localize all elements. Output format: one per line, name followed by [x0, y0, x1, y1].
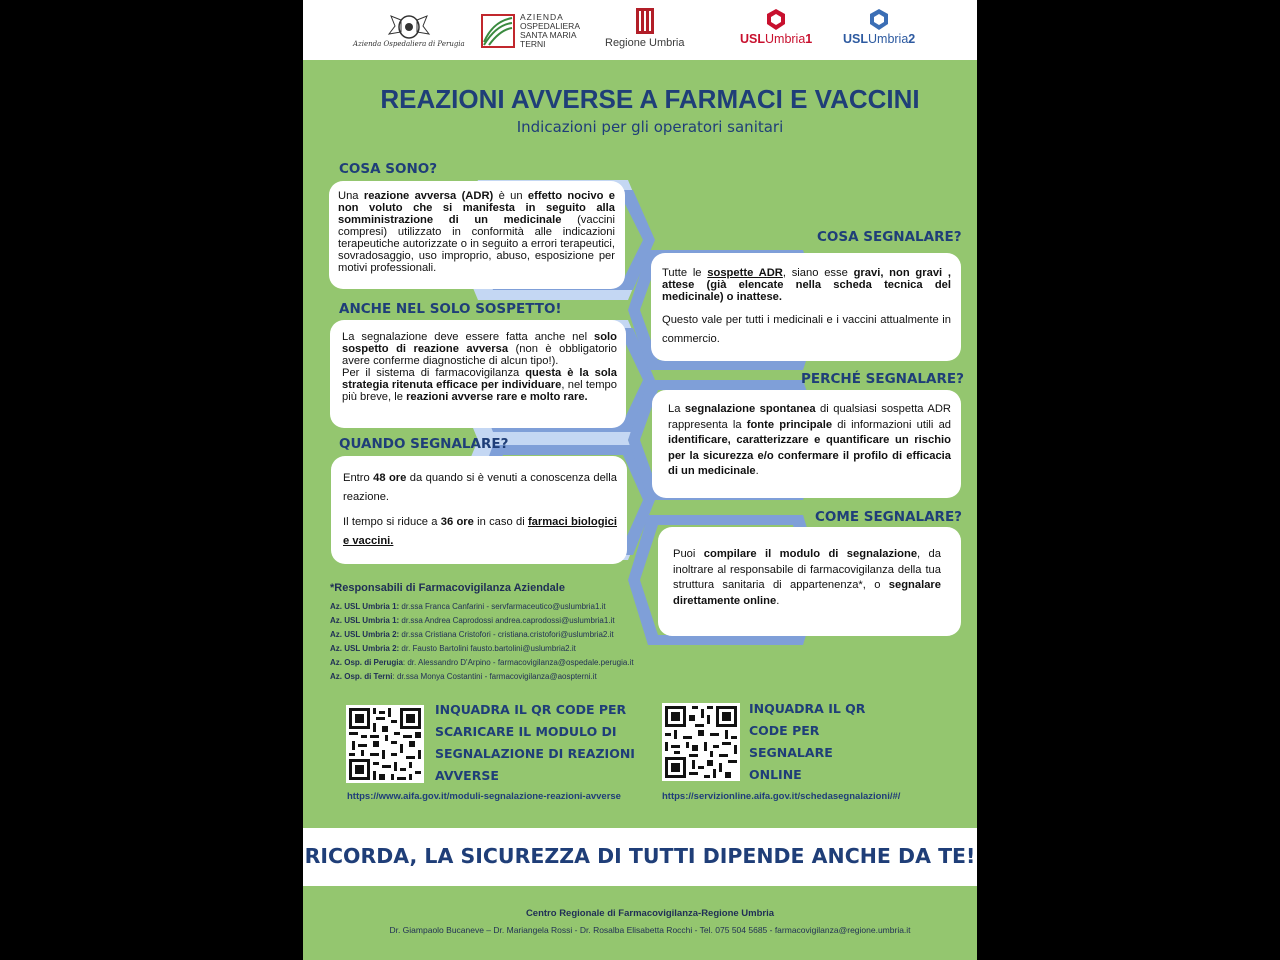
cosa-sono-t2: è un	[493, 190, 528, 202]
perugia-logo	[353, 8, 465, 54]
perche-box	[652, 390, 961, 498]
poster	[303, 0, 977, 960]
qr-right-line-4: ONLINE	[749, 767, 802, 782]
qr-code-left-icon	[346, 705, 424, 783]
qr-left-line-1: INQUADRA IL QR CODE PER	[435, 702, 627, 717]
qr-right-caption	[749, 698, 865, 786]
quando-t1: Entro	[343, 472, 374, 484]
cosa-segnalare-text-2: Questo vale per tutti i medicinali e i vaccini attualmente in commercio.	[662, 314, 951, 345]
cosa-sono-box	[329, 181, 625, 289]
quando-heading: QUANDO SEGNALARE?	[339, 436, 509, 452]
responsabili-row	[330, 600, 690, 614]
cosa-segnalare-box	[651, 253, 961, 361]
perche-t1: La	[668, 403, 685, 415]
perche-b2: fonte principale	[746, 418, 833, 431]
responsabili-info: : dr.ssa Monya Costantini - farmacovigilanza@aospterni.it	[392, 672, 597, 681]
qr-right-line-1: INQUADRA IL QR	[749, 701, 866, 716]
cosa-sono-b2: effetto nocivo e non voluto che si manifesta in seguito alla somministrazione di un medicinale	[338, 190, 616, 226]
come-box	[658, 527, 961, 636]
usl-umbria-1-logo	[740, 8, 812, 54]
usl1-prefix: USL	[740, 32, 765, 46]
responsabili-org: Az. USL Umbria 2:	[330, 644, 400, 653]
perche-b1: segnalazione spontanea	[684, 403, 816, 415]
qr-right-url[interactable]: https://servizionline.aifa.gov.it/schedasegnalazioni/#/	[662, 791, 901, 802]
sospetto-t3: Per il sistema di farmacovigilanza	[342, 367, 526, 379]
quando-box	[331, 456, 627, 564]
cosa-sono-b1: reazione avversa (ADR)	[363, 190, 494, 202]
quando-t2: da quando si è venuti a conoscenza della reazione.	[343, 472, 617, 503]
perugia-crest-icon	[387, 14, 431, 40]
logo-bar	[303, 0, 977, 60]
quando-b3: farmaci biologici e vaccini.	[343, 516, 617, 547]
qr-right-line-3: SEGNALARE	[749, 745, 833, 760]
perche-t2: di qualsiasi sospetta ADR rappresenta la	[668, 403, 951, 431]
come-heading: COME SEGNALARE?	[815, 509, 963, 525]
usl1-name: Umbria	[765, 32, 806, 46]
responsabili-info: dr.ssa Andrea Caprodossi andrea.caprodossi@uslumbria1.it	[399, 616, 615, 625]
responsabili-info: dr.ssa Cristiana Cristofori - cristiana.cristofori@uslumbria2.it	[399, 630, 614, 639]
cosa-sono-text	[338, 190, 615, 274]
cosa-segnalare-t1: Tutte le	[662, 267, 708, 279]
footer-contacts: Dr. Giampaolo Bucaneve – Dr. Mariangela Rossi - Dr. Rosalba Elisabetta Rocchi - Tel. 075 504 5685 - farmacovigilanza@regione.umbria.it	[389, 925, 911, 935]
responsabili-info: : dr. Alessandro D'Arpino - farmacovigilanza@ospedale.perugia.it	[402, 658, 634, 667]
usl-umbria-2-icon	[868, 8, 890, 32]
page-title: REAZIONI AVVERSE A FARMACI E VACCINI	[380, 84, 920, 114]
usl2-number: 2	[908, 32, 916, 46]
responsabili-list	[330, 582, 690, 684]
sospetto-t2: (non è obbligatorio avere conferme diagnostiche di alcun tipo!).	[342, 343, 617, 367]
quando-b1: 48 ore	[373, 472, 407, 484]
terni-logo	[481, 8, 580, 54]
qr-code-online-report[interactable]	[662, 703, 740, 781]
come-b1: compilare il modulo di segnalazione	[703, 548, 918, 560]
cosa-segnalare-b2: gravi, non gravi , attese (già elencate nella scheda tecnica del medicinale) o inattese.	[662, 267, 952, 303]
sospetto-t1: La segnalazione deve essere fatta anche nel	[342, 331, 594, 343]
usl1-number: 1	[805, 32, 813, 46]
responsabili-title: *Responsabili di Farmacovigilanza Aziendale	[330, 582, 565, 594]
responsabili-org: Az. USL Umbria 2:	[330, 630, 400, 639]
responsabili-org: Az. Osp. di Perugia	[330, 658, 403, 667]
sospetto-heading: ANCHE NEL SOLO SOSPETTO!	[339, 301, 562, 317]
cosa-sono-t1: Una	[338, 190, 364, 202]
perche-t4: .	[755, 465, 759, 477]
qr-left-line-4: AVVERSE	[435, 768, 499, 783]
cosa-segnalare-heading: COSA SEGNALARE?	[817, 229, 962, 245]
sospetto-text-1	[342, 331, 617, 367]
remember-banner	[303, 828, 977, 886]
responsabili-row	[330, 642, 690, 656]
sospetto-b1: solo sospetto di reazione avversa	[342, 331, 617, 355]
responsabili-row	[330, 656, 690, 670]
responsabili-row	[330, 670, 690, 684]
terni-logo-line-3: SANTA MARIA	[520, 30, 577, 40]
cosa-sono-heading: COSA SONO?	[339, 161, 438, 177]
qr-right-line-2: CODE PER	[749, 723, 820, 738]
responsabili-row	[330, 614, 690, 628]
responsabili-org: Az. Osp. di Terni	[330, 672, 393, 681]
qr-left-line-3: SEGNALAZIONE DI REAZIONI	[435, 746, 635, 761]
remember-text: RICORDA, LA SICUREZZA DI TUTTI DIPENDE ANCHE DA TE!	[304, 844, 976, 868]
terni-logo-line-2: OSPEDALIERA	[520, 21, 580, 31]
page-subtitle: Indicazioni per gli operatori sanitari	[516, 118, 784, 136]
perche-heading: PERCHÉ SEGNALARE?	[801, 371, 964, 387]
footer-title: Centro Regionale di Farmacovigilanza-Regione Umbria	[525, 908, 775, 919]
sospetto-b2: questa è la sola strategia ritenuta efficace per individuare	[342, 367, 617, 391]
cosa-sono-t3: (vaccini compresi) utilizzato in conformità alle indicazioni terapeutiche autorizzate o in seguito a errori terapeutici, sovradosaggio, uso improprio, abuso, esposizione per motivi professionali.	[338, 214, 615, 274]
come-t3: .	[776, 594, 780, 607]
sospetto-box	[330, 320, 626, 428]
perche-t3: di informazioni utili ad	[832, 418, 952, 431]
terni-logo-line-4: TERNI	[520, 39, 546, 49]
qr-left-url[interactable]: https://www.aifa.gov.it/moduli-segnalazione-reazioni-avverse	[347, 791, 621, 802]
usl2-prefix: USL	[843, 32, 868, 46]
cosa-segnalare-b1: sospette ADR	[707, 267, 783, 279]
usl-umbria-2-logo	[843, 8, 915, 54]
sospetto-b3: reazioni avverse rare e molto rare.	[406, 391, 588, 403]
qr-left-caption	[435, 699, 635, 787]
terni-logo-icon	[481, 14, 515, 48]
qr-code-download-form[interactable]	[346, 705, 424, 783]
qr-code-right-icon	[662, 703, 740, 781]
perche-b3: identificare, caratterizzare e quantificare un rischio per la sicurezza e/o confermare il profilo di efficacia di un medicinale	[668, 434, 951, 477]
come-b2: segnalare direttamente online	[673, 579, 941, 607]
usl2-name: Umbria	[868, 32, 909, 46]
quando-text-1	[343, 469, 617, 507]
terni-logo-line-1: AZIENDA	[520, 12, 564, 22]
sospetto-t4: , nel tempo più breve, le	[342, 379, 617, 403]
cosa-segnalare-t2: , siano esse	[782, 267, 854, 279]
come-t2: , da inoltrare al responsabile di farmacovigilanza della tua struttura sanitaria di appartenenza*, o	[673, 548, 941, 591]
perugia-logo-text: Azienda Ospedaliera di Perugia	[353, 40, 465, 48]
cosa-segnalare-text-1	[662, 267, 951, 303]
quando-text-2	[343, 513, 617, 551]
regione-umbria-emblem-icon	[636, 8, 654, 34]
quando-b2: 36 ore	[440, 516, 474, 528]
responsabili-org: Az. USL Umbria 1:	[330, 602, 400, 611]
responsabili-info: dr. Fausto Bartolini fausto.bartolini@uslumbria2.it	[399, 644, 576, 653]
usl-umbria-1-icon	[765, 8, 787, 32]
responsabili-row	[330, 628, 690, 642]
come-text	[673, 547, 941, 609]
qr-left-line-2: SCARICARE IL MODULO DI	[435, 724, 617, 739]
responsabili-info: dr.ssa Franca Canfarini - servfarmaceutico@uslumbria1.it	[399, 602, 606, 611]
sospetto-text-2	[342, 367, 617, 403]
perche-text	[668, 402, 951, 480]
regione-umbria-logo	[605, 8, 684, 54]
come-t1: Puoi	[673, 548, 704, 560]
responsabili-org: Az. USL Umbria 1:	[330, 616, 400, 625]
quando-t3: Il tempo si riduce a	[343, 516, 441, 528]
regione-umbria-text: Regione Umbria	[605, 37, 685, 49]
quando-t4: in caso di	[473, 516, 528, 528]
